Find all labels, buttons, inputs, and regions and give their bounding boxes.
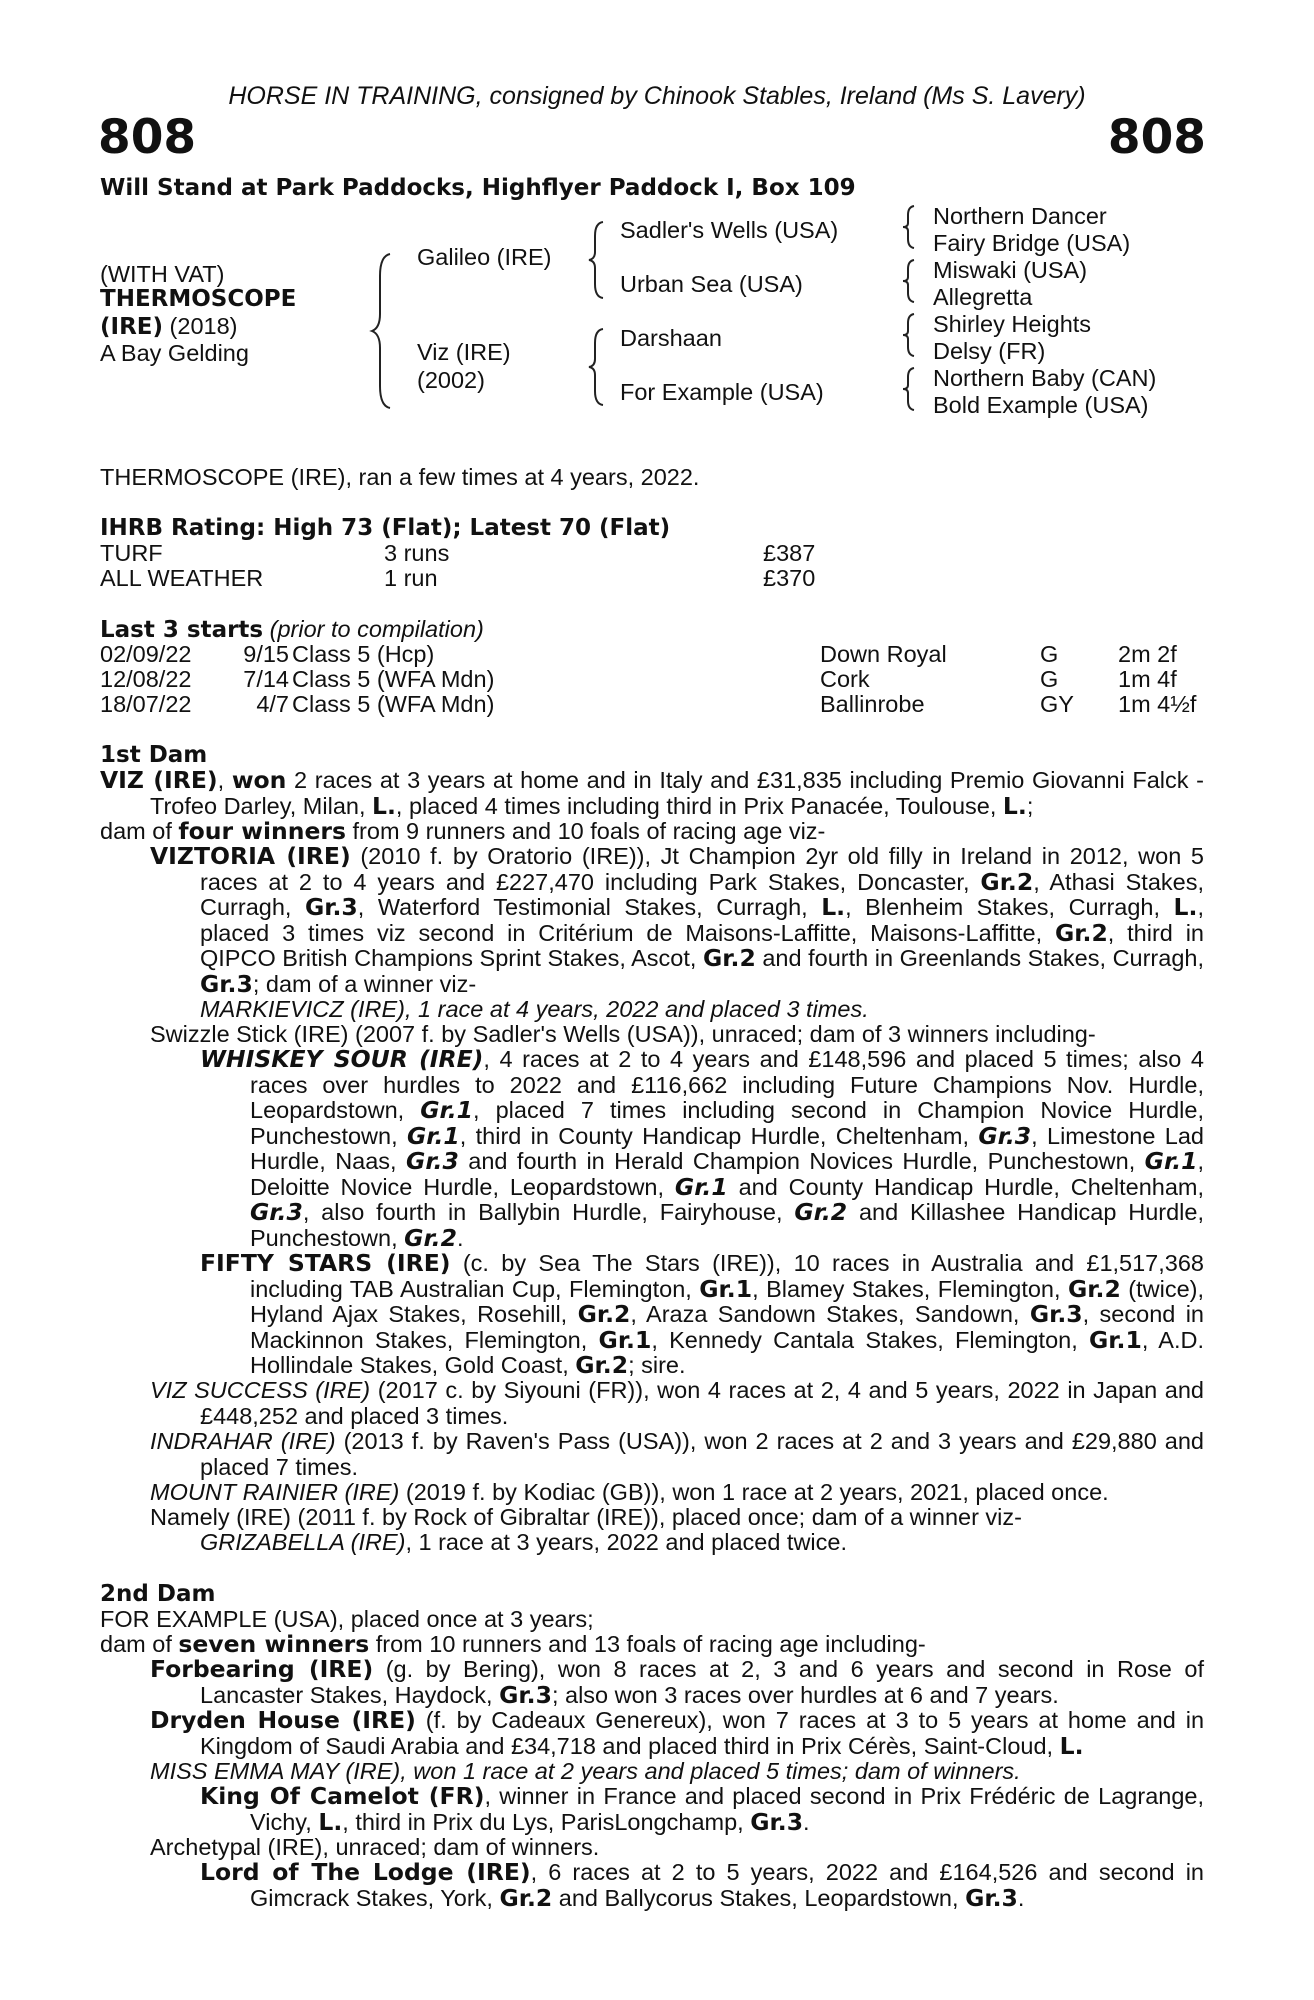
horse-name-country-year [100, 314, 237, 341]
grade-badge: Gr.3 [406, 1147, 459, 1175]
dam-text: 2 races at 3 years at home and in Italy and £31,835 including Premio Giovanni Falck - Trofeo Darley, Milan, [150, 767, 1204, 819]
progeny-text: , Blenheim Stakes, Curragh, [845, 894, 1174, 920]
progeny-text: (2017 c. by Siyouni (FR)), won 4 races at 2, 4 and 5 years, 2022 in Japan and £448,252 and placed 3 times. [200, 1377, 1204, 1429]
progeny-king-of-camelot [200, 1784, 1204, 1835]
pedigree-brace-dam [585, 325, 609, 409]
progeny-text: , third in QIPCO British Champions Sprint Stakes, Ascot, [200, 919, 1204, 971]
catalogue-header: HORSE IN TRAINING, consigned by Chinook Stables, Ireland (Ms S. Lavery) [228, 82, 1086, 110]
start-distance: 1m 4f [1118, 666, 1177, 692]
dam-text: from 9 runners and 10 foals of racing age viz- [346, 818, 826, 844]
rating-heading: IHRB Rating: High 73 (Flat); Latest 70 (Flat) [100, 515, 671, 541]
progeny-dryden-house [150, 1708, 1204, 1759]
horse-description: A Bay Gelding [100, 340, 249, 366]
start-going: G [1040, 666, 1059, 692]
progeny-text: ; dam of a winner viz- [252, 970, 477, 997]
dam-text: dam of [100, 818, 179, 844]
horse-year: (2018) [163, 313, 238, 339]
progeny-text: , Waterford Testimonial Stakes, Curragh, [357, 894, 822, 920]
pedigree-gg-1: Northern Dancer [933, 203, 1107, 229]
progeny-text: , winner in France and placed second in Prix Frédéric de Lagrange, Vichy, [250, 1783, 1205, 1835]
progeny-viz-success [150, 1378, 1204, 1429]
dam-text: ; [1026, 792, 1034, 819]
grade-badge: Gr.3 [200, 969, 253, 998]
pedigree-brace-sire [585, 218, 609, 302]
progeny-text: and fourth in Greenlands Stakes, Curragh, [755, 945, 1204, 971]
progeny-text: , 1 race at 3 years, 2022 and placed twice. [405, 1529, 847, 1555]
race-summary: THERMOSCOPE (IRE), ran a few times at 4 years, 2022. [100, 464, 700, 490]
pedigree-brace-main [368, 246, 398, 416]
lot-number-left: 808 [98, 110, 197, 165]
grade-badge: Gr.2 [1054, 918, 1108, 947]
last-starts-title: Last 3 starts [100, 617, 264, 643]
progeny-mount-rainier [150, 1480, 1204, 1506]
start-race: Class 5 (WFA Mdn) [292, 666, 495, 692]
progeny-name: Lord of The Lodge (IRE) [200, 1858, 531, 1886]
grade-badge: Gr.1 [1089, 1325, 1142, 1354]
pedigree-gg-4: Allegretta [933, 284, 1033, 310]
progeny-fifty-stars [200, 1251, 1204, 1379]
start-distance: 2m 2f [1118, 641, 1177, 667]
won-label: won [231, 766, 287, 794]
rating-row [100, 566, 1204, 592]
progeny-namely: Namely (IRE) (2011 f. by Rock of Gibraltar (IRE)), placed once; dam of a winner viz- [150, 1504, 1022, 1530]
start-going: GY [1040, 691, 1074, 717]
progeny-viztoria [150, 844, 1204, 1023]
progeny-text: , placed 7 times including second in Champion Novice Hurdle, Punchestown, [250, 1097, 1204, 1149]
pedigree-brace-gg3 [900, 311, 920, 359]
pedigree-gg-6: Delsy (FR) [933, 338, 1046, 364]
progeny-text: , Kennedy Cantala Stakes, Flemington, [651, 1326, 1089, 1353]
pedigree-brace-gg1 [900, 203, 920, 251]
grade-badge: Gr.1 [1144, 1147, 1198, 1175]
grade-badge: Gr.2 [1068, 1274, 1121, 1303]
grade-badge: Gr.3 [965, 1883, 1018, 1912]
progeny-name: Dryden House (IRE) [150, 1706, 416, 1734]
pedigree-sire-sire: Sadler's Wells (USA) [620, 217, 839, 243]
progeny-text: , 4 races at 2 to 4 years and £148,596 and placed 5 times; also 4 races over hurdles to 2022 and £116,662 including Future Champions Nov. Hurdle, Leopardstown, [250, 1046, 1204, 1123]
progeny-forbearing [150, 1657, 1204, 1708]
first-dam-heading: 1st Dam [100, 742, 208, 768]
rating-earnings: £370 [763, 565, 816, 591]
start-position: 7/14 [243, 666, 289, 692]
progeny-text: (twice), Hyland Ajax Stakes, Rosehill, [250, 1275, 1205, 1327]
dam-viz-entry [100, 768, 1204, 845]
progeny-text: , third in Prix du Lys, ParisLongchamp, [342, 1808, 751, 1835]
pedigree-brace-gg4 [900, 365, 920, 413]
progeny-grizabella [200, 1530, 1204, 1556]
grade-badge: L. [318, 1807, 343, 1836]
grade-badge: L. [1002, 791, 1027, 820]
start-course: Cork [820, 666, 870, 692]
start-row [100, 692, 1204, 718]
progeny-text: , Limestone Lad Hurdle, Naas, [250, 1122, 1204, 1174]
pedigree-sire: Galileo (IRE) [417, 244, 552, 270]
progeny-text: and fourth in Herald Champion Novices Hurdle, Punchestown, [458, 1148, 1145, 1174]
grade-badge: Gr.2 [577, 1300, 631, 1328]
start-date: 12/08/22 [100, 666, 192, 692]
pedigree-gg-8: Bold Example (USA) [933, 392, 1149, 418]
progeny-miss-emma-may: MISS EMMA MAY (IRE), won 1 race at 2 years and placed 5 times; dam of winners. [150, 1758, 1021, 1784]
progeny-text: , Blamey Stakes, Flemington, [752, 1275, 1068, 1302]
progeny-indrahar [150, 1429, 1204, 1480]
dam-text: dam of [100, 1631, 179, 1657]
second-dam-heading: 2nd Dam [100, 1581, 216, 1607]
progeny-name: FIFTY STARS (IRE) [200, 1249, 451, 1277]
start-course: Ballinrobe [820, 691, 925, 717]
progeny-text: (2019 f. by Kodiac (GB)), won 1 race at 2 years, 2021, placed once. [399, 1479, 1109, 1505]
grade-badge: L. [1173, 893, 1198, 921]
progeny-text: . [803, 1808, 810, 1835]
pedigree-sire-dam: Urban Sea (USA) [620, 271, 803, 297]
grade-badge: Gr.2 [575, 1351, 629, 1379]
progeny-text: , 6 races at 2 to 5 years, 2022 and £164,526 and second in Gimcrack Stakes, York, [250, 1859, 1204, 1911]
progeny-name: VIZ SUCCESS (IRE) [150, 1377, 371, 1403]
progeny-text: , Deloitte Novice Hurdle, Leopardstown, [250, 1148, 1205, 1200]
last-starts-note: (prior to compilation) [263, 616, 484, 642]
grade-badge: Gr.1 [674, 1172, 728, 1201]
rating-row [100, 541, 1204, 567]
grade-badge: L. [372, 791, 396, 820]
grade-badge: Gr.1 [699, 1274, 753, 1303]
start-distance: 1m 4½f [1118, 691, 1197, 717]
grade-badge: Gr.2 [702, 944, 756, 972]
progeny-whiskey-sour [200, 1047, 1204, 1251]
grade-badge: Gr.3 [750, 1807, 804, 1836]
progeny-text: , third in County Handicap Hurdle, Cheltenham, [459, 1122, 979, 1149]
start-race: Class 5 (Hcp) [292, 641, 435, 667]
progeny-name: King Of Camelot (FR) [200, 1782, 485, 1810]
progeny-archetypal: Archetypal (IRE), unraced; dam of winners. [150, 1834, 600, 1860]
pedigree-dam-sire: Darshaan [620, 325, 722, 351]
progeny-text: ; sire. [628, 1352, 686, 1378]
progeny-text: , also fourth in Ballybin Hurdle, Fairyhouse, [302, 1199, 795, 1225]
start-race: Class 5 (WFA Mdn) [292, 691, 495, 717]
grade-badge: L. [821, 893, 846, 921]
progeny-text: . [456, 1224, 464, 1251]
horse-country: (IRE) [100, 314, 164, 340]
start-row [100, 667, 1204, 693]
progeny-name: WHISKEY SOUR (IRE) [200, 1045, 484, 1073]
rating-runs: 1 run [384, 565, 438, 591]
progeny-name: Forbearing (IRE) [150, 1655, 374, 1683]
pedigree-dam-year: (2002) [417, 367, 485, 393]
pedigree-dam: Viz (IRE) [417, 339, 511, 365]
rating-earnings: £387 [763, 540, 816, 566]
pedigree-brace-gg2 [900, 257, 920, 305]
start-row [100, 642, 1204, 668]
last-starts-heading [100, 617, 484, 644]
winners-count: seven winners [178, 1630, 370, 1658]
grade-badge: Gr.2 [980, 867, 1034, 896]
start-date: 18/07/22 [100, 691, 192, 717]
grade-badge: Gr.2 [794, 1198, 848, 1226]
progeny-text: , second in Mackinnon Stakes, Flemington, [250, 1301, 1205, 1353]
progeny-name: MOUNT RAINIER (IRE) [150, 1479, 400, 1505]
grade-badge: L. [1059, 1731, 1084, 1760]
progeny-text: (g. by Bering), won 8 races at 2, 3 and 6 years and second in Rose of Lancaster Stakes, Haydock, [200, 1656, 1204, 1708]
progeny-markievicz: MARKIEVICZ (IRE), 1 race at 4 years, 2022 and placed 3 times. [200, 996, 869, 1022]
pedigree-gg-7: Northern Baby (CAN) [933, 365, 1157, 391]
pedigree-gg-3: Miswaki (USA) [933, 257, 1088, 283]
progeny-text: , Athasi Stakes, Curragh, [200, 868, 1204, 920]
start-position: 4/7 [256, 691, 289, 717]
progeny-name: INDRAHAR (IRE) [150, 1428, 336, 1454]
progeny-text: ; also won 3 races over hurdles at 6 and 7 years. [551, 1681, 1059, 1708]
progeny-lord-of-the-lodge [200, 1860, 1204, 1911]
dam-text: , [217, 767, 232, 793]
progeny-text: and Killashee Handicap Hurdle, Punchestown, [250, 1199, 1204, 1251]
grade-badge: Gr.3 [978, 1121, 1032, 1150]
progeny-name: GRIZABELLA (IRE) [200, 1529, 406, 1555]
start-going: G [1040, 641, 1059, 667]
progeny-text: . [1017, 1884, 1025, 1911]
grade-badge: Gr.3 [304, 893, 358, 921]
start-position: 9/15 [243, 641, 289, 667]
lot-number-right: 808 [1107, 110, 1206, 165]
dam-text: from 10 runners and 13 foals of racing age including- [369, 1631, 926, 1657]
pedigree-dam-dam: For Example (USA) [620, 379, 824, 405]
progeny-text: and County Handicap Hurdle, Cheltenham, [727, 1173, 1205, 1200]
start-course: Down Royal [820, 641, 947, 667]
dam-text: , placed 4 times including third in Prix Panacée, Toulouse, [395, 792, 1003, 819]
progeny-text: (2013 f. by Raven's Pass (USA)), won 2 races at 2 and 3 years and £29,880 and placed 7 times. [200, 1428, 1204, 1480]
progeny-text: and Ballycorus Stakes, Leopardstown, [552, 1884, 966, 1911]
second-dam-line: FOR EXAMPLE (USA), placed once at 3 years; [100, 1606, 594, 1632]
pedigree-gg-5: Shirley Heights [933, 311, 1092, 337]
start-date: 02/09/22 [100, 641, 192, 667]
grade-badge: Gr.1 [406, 1121, 460, 1150]
winners-count: four winners [178, 817, 346, 845]
grade-badge: Gr.3 [499, 1680, 552, 1709]
progeny-name: VIZTORIA (IRE) [150, 842, 351, 870]
progeny-text: (2010 f. by Oratorio (IRE)), Jt Champion 2yr old filly in Ireland in 2012, won 5 races at 2 to 4 years and £227,470 including Park Stakes, Doncaster, [200, 843, 1204, 895]
grade-badge: Gr.1 [598, 1325, 652, 1354]
progeny-swizzle: Swizzle Stick (IRE) (2007 f. by Sadler's Wells (USA)), unraced; dam of 3 winners including- [150, 1021, 1096, 1047]
horse-name: THERMOSCOPE [100, 286, 297, 312]
grade-badge: Gr.2 [404, 1223, 457, 1252]
grade-badge: Gr.3 [250, 1198, 303, 1226]
progeny-text: , placed 3 times viz second in Critérium de Maisons-Laffitte, Maisons-Laffitte, [200, 894, 1204, 946]
grade-badge: Gr.2 [499, 1883, 553, 1912]
progeny-text: , Araza Sandown Stakes, Sandown, [630, 1301, 1030, 1327]
vat-note: (WITH VAT) [100, 261, 225, 287]
grade-badge: Gr.3 [1029, 1300, 1083, 1328]
rating-runs: 3 runs [384, 540, 450, 566]
dam-name: VIZ (IRE) [100, 766, 218, 794]
second-dam-winners [100, 1632, 926, 1658]
grade-badge: Gr.1 [420, 1096, 474, 1124]
stand-location: Will Stand at Park Paddocks, Highflyer Paddock I, Box 109 [100, 175, 856, 201]
progeny-text: (c. by Sea The Stars (IRE)), 10 races in Australia and £1,517,368 including TAB Australian Cup, Flemington, [250, 1250, 1204, 1302]
progeny-text: (f. by Cadeaux Genereux), won 7 races at 3 to 5 years at home and in Kingdom of Saudi Arabia and £34,718 and placed third in Prix Cérès, Saint-Cloud, [200, 1707, 1205, 1759]
pedigree-gg-2: Fairy Bridge (USA) [933, 230, 1131, 256]
rating-surface: ALL WEATHER [100, 565, 264, 591]
progeny-text: , A.D. Hollindale Stakes, Gold Coast, [250, 1326, 1204, 1378]
rating-surface: TURF [100, 540, 163, 566]
